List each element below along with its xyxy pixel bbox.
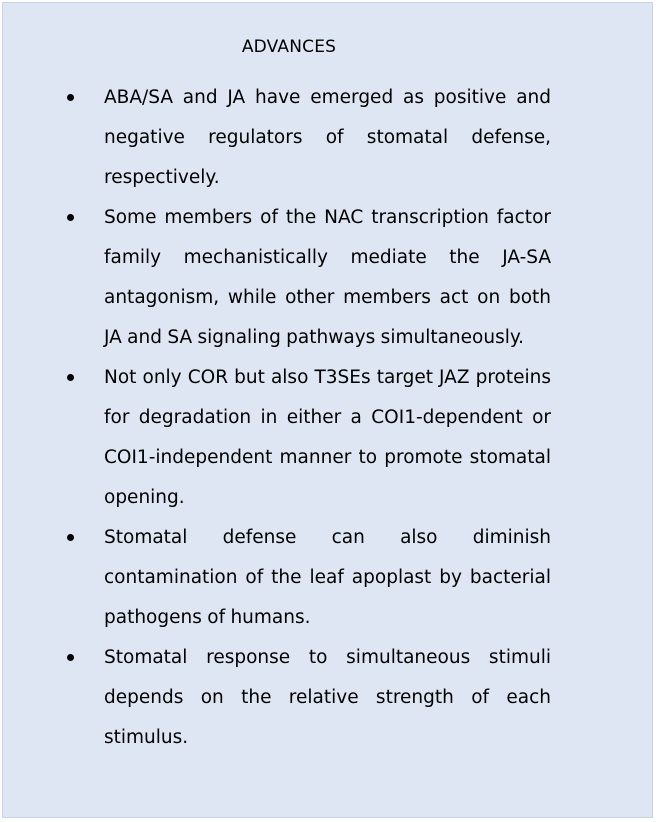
bullet-dot-icon (67, 214, 74, 221)
bullet-item (63, 518, 551, 638)
bullet-item (63, 358, 551, 518)
bullet-text: Stomatal defense can also diminish contamination of the leaf apoplast by bacterial pathogens of humans. (104, 527, 551, 628)
bullet-item (63, 198, 551, 358)
box-title: ADVANCES (241, 37, 337, 57)
bullet-dot-icon (67, 94, 74, 101)
bullet-text: ABA/SA and JA have emerged as positive and negative regulators of stomatal defense, respectively. (104, 87, 551, 188)
bullet-list (63, 78, 551, 758)
bullet-item (63, 638, 551, 758)
bullet-dot-icon (67, 534, 74, 541)
bullet-text: Stomatal response to simultaneous stimuli depends on the relative strength of each stimulus. (104, 647, 551, 748)
bullet-dot-icon (67, 654, 74, 661)
bullet-item (63, 78, 551, 198)
bullet-dot-icon (67, 374, 74, 381)
bullet-text: Some members of the NAC transcription factor family mechanistically mediate the JA-SA antagonism, while other members act on both JA and SA signaling pathways simultaneously. (104, 207, 551, 348)
bullet-text: Not only COR but also T3SEs target JAZ proteins for degradation in either a COI1-dependent or COI1-independent manner to promote stomatal opening. (104, 367, 551, 508)
advances-box (2, 2, 653, 818)
